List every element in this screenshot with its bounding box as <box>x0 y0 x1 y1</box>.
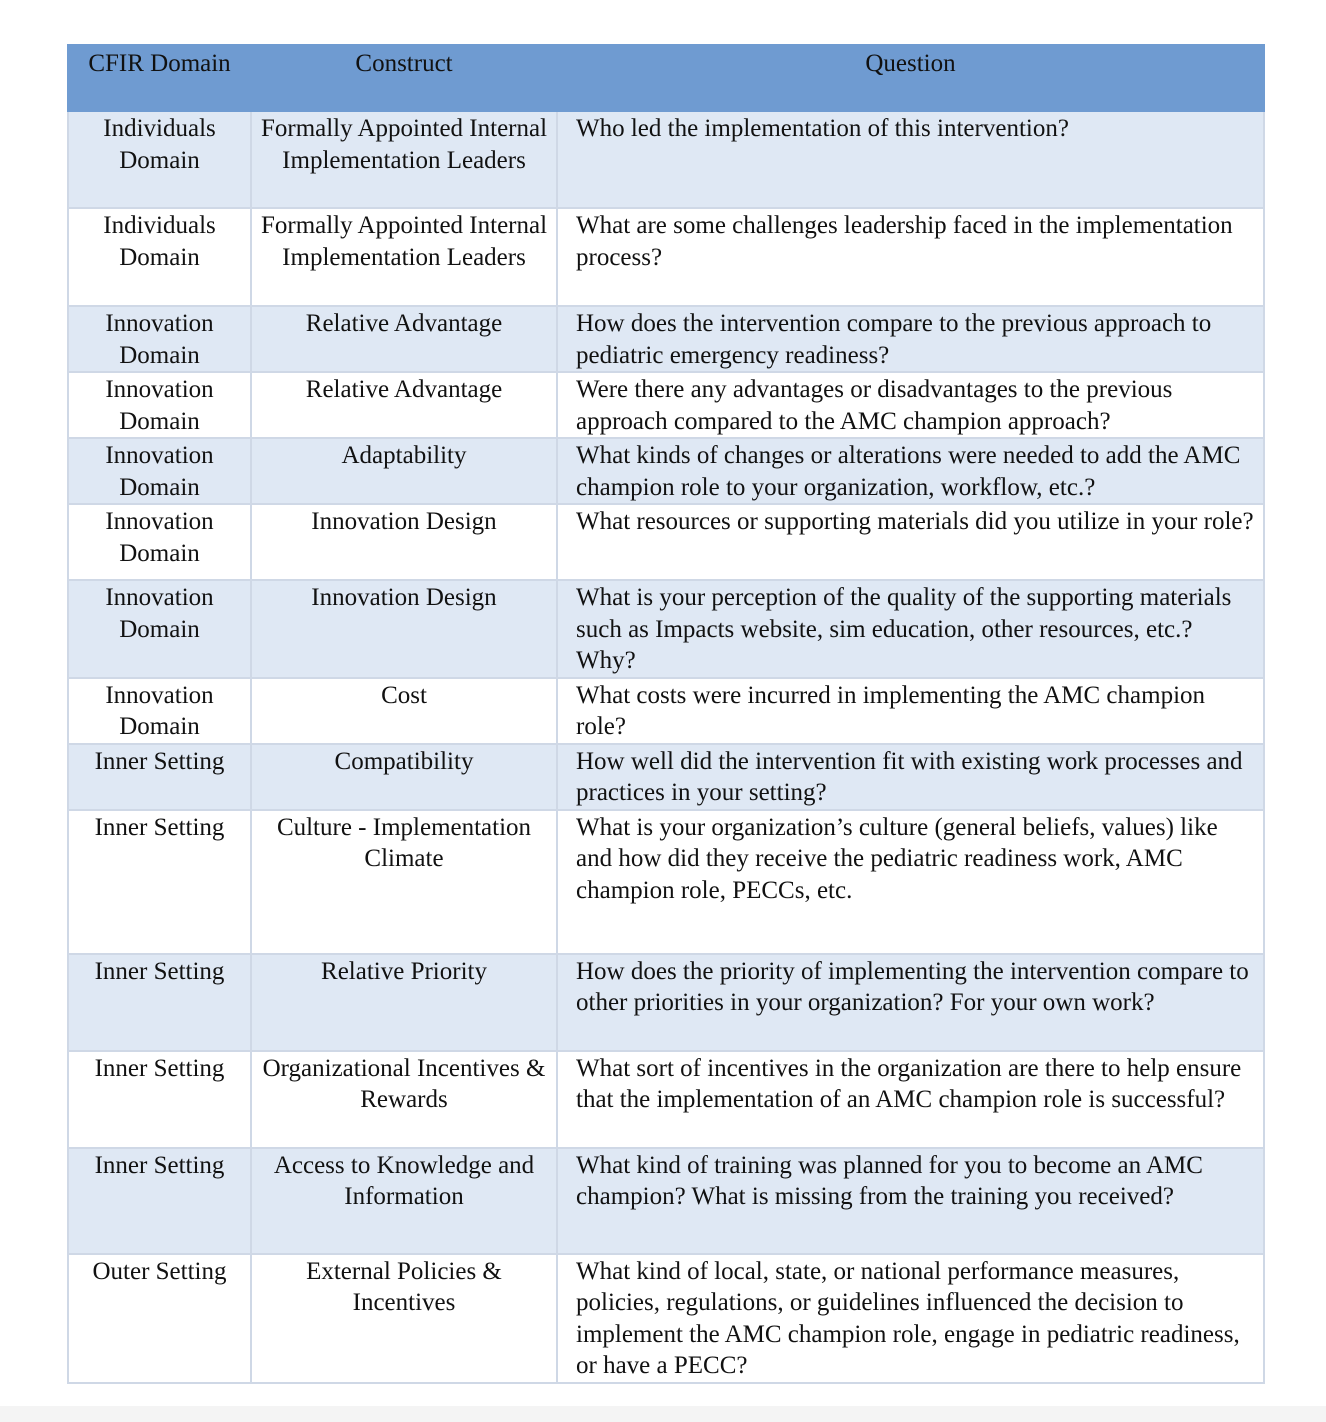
question-cell <box>557 1148 1264 1254</box>
question-cell <box>557 208 1264 306</box>
question-cell-text: Were there any advantages or disadvantages to the previous approach compared to the AMC champion approach? <box>576 376 1173 435</box>
question-cell-text: What are some challenges leadership faced in the implementation process? <box>576 212 1233 271</box>
construct-cell <box>251 208 557 306</box>
domain-cell <box>68 504 251 580</box>
domain-cell-text: Inner Setting <box>94 813 225 841</box>
domain-cell <box>68 372 251 438</box>
construct-cell-text: Relative Priority <box>321 957 487 985</box>
table-row <box>68 111 1264 208</box>
question-cell <box>557 580 1264 678</box>
construct-cell <box>251 744 557 810</box>
question-cell-text: How does the priority of implementing the intervention compare to other priorities in your organization? For your own work? <box>576 957 1249 1016</box>
question-cell <box>557 438 1264 504</box>
table-row <box>68 504 1264 580</box>
domain-cell <box>68 306 251 372</box>
domain-cell <box>68 580 251 678</box>
construct-cell-text: Organizational Incentives & Rewards <box>262 1054 546 1113</box>
construct-cell <box>251 580 557 678</box>
domain-cell-text: Innovation Domain <box>105 442 214 501</box>
question-cell <box>557 810 1264 954</box>
domain-cell-text: Innovation Domain <box>105 584 214 643</box>
construct-cell-text: External Policies & Incentives <box>306 1257 502 1316</box>
table-row <box>68 1148 1264 1254</box>
question-cell-text: What kind of training was planned for you to become an AMC champion? What is missing from the training you received? <box>576 1151 1203 1210</box>
domain-cell <box>68 208 251 306</box>
construct-cell-text: Adaptability <box>341 442 467 469</box>
domain-cell <box>68 1051 251 1148</box>
domain-cell <box>68 954 251 1051</box>
question-cell <box>557 954 1264 1051</box>
construct-cell <box>251 1051 557 1148</box>
construct-cell <box>251 678 557 744</box>
question-cell <box>557 504 1264 580</box>
question-cell-text: Who led the implementation of this intervention? <box>576 115 1069 142</box>
construct-cell <box>251 306 557 372</box>
domain-cell-text: Individuals Domain <box>103 212 216 271</box>
question-cell <box>557 111 1264 208</box>
construct-cell <box>251 1254 557 1383</box>
header-question <box>557 45 1264 111</box>
question-cell <box>557 306 1264 372</box>
header-construct-text: Construct <box>355 50 453 77</box>
construct-cell-text: Innovation Design <box>311 508 497 535</box>
domain-cell-text: Inner Setting <box>94 1054 225 1082</box>
question-cell-text: What resources or supporting materials did you utilize in your role? <box>576 508 1254 535</box>
page-bottom-band <box>0 1406 1326 1422</box>
domain-cell <box>68 744 251 810</box>
domain-cell <box>68 1148 251 1254</box>
question-cell <box>557 1051 1264 1148</box>
cfir-question-table <box>67 44 1265 1384</box>
construct-cell <box>251 372 557 438</box>
construct-cell <box>251 1148 557 1254</box>
question-cell-text: How well did the intervention fit with existing work processes and practices in your setting? <box>576 747 1243 806</box>
construct-cell-text: Relative Advantage <box>305 376 503 403</box>
table-row <box>68 1051 1264 1148</box>
domain-cell <box>68 111 251 208</box>
question-cell-text: What sort of incentives in the organization are there to help ensure that the implementation of an AMC champion role is successful? <box>576 1054 1242 1113</box>
construct-cell-text: Compatibility <box>334 747 474 775</box>
domain-cell <box>68 438 251 504</box>
domain-cell-text: Innovation Domain <box>105 310 214 369</box>
domain-cell-text: Innovation Domain <box>105 376 214 435</box>
question-cell <box>557 1254 1264 1383</box>
construct-cell-text: Culture - Implementation Climate <box>276 813 532 872</box>
question-cell <box>557 744 1264 810</box>
construct-cell-text: Innovation Design <box>311 584 497 611</box>
construct-cell <box>251 810 557 954</box>
question-cell-text: What is your perception of the quality of the supporting materials such as Impacts website, sim education, other resources, etc.? Why? <box>576 584 1232 674</box>
table-header-row <box>68 45 1264 111</box>
table-row <box>68 678 1264 744</box>
construct-cell-text: Formally Appointed Internal Implementation Leaders <box>260 115 548 174</box>
domain-cell <box>68 810 251 954</box>
construct-cell-text: Cost <box>381 681 427 709</box>
question-cell-text: What is your organization’s culture (general beliefs, values) like and how did they receive the pediatric readiness work, AMC champion role, PECCs, etc. <box>576 813 1218 904</box>
domain-cell-text: Inner Setting <box>94 1151 225 1179</box>
table-row <box>68 208 1264 306</box>
domain-cell-text: Inner Setting <box>94 747 225 775</box>
domain-cell-text: Inner Setting <box>94 957 225 985</box>
construct-cell-text: Formally Appointed Internal Implementation Leaders <box>260 212 548 271</box>
question-cell-text: What costs were incurred in implementing the AMC champion role? <box>576 681 1206 740</box>
domain-cell-text: Innovation Domain <box>105 681 214 740</box>
question-cell <box>557 678 1264 744</box>
construct-cell <box>251 504 557 580</box>
domain-cell-text: Individuals Domain <box>103 115 216 174</box>
table-row <box>68 954 1264 1051</box>
construct-cell <box>251 111 557 208</box>
table-body <box>68 111 1264 1383</box>
domain-cell-text: Innovation Domain <box>105 508 214 567</box>
domain-cell-text: Outer Setting <box>92 1257 227 1285</box>
domain-cell <box>68 1254 251 1383</box>
construct-cell <box>251 438 557 504</box>
header-cfir-domain-text: CFIR Domain <box>88 50 231 77</box>
question-cell <box>557 372 1264 438</box>
header-question-text: Question <box>865 50 956 77</box>
domain-cell <box>68 678 251 744</box>
question-cell-text: How does the intervention compare to the previous approach to pediatric emergency readiness? <box>576 310 1212 369</box>
question-cell-text: What kinds of changes or alterations were needed to add the AMC champion role to your organization, workflow, etc.? <box>576 442 1241 501</box>
table-row <box>68 744 1264 810</box>
header-cfir-domain <box>68 45 251 111</box>
table-row <box>68 1254 1264 1383</box>
header-construct <box>251 45 557 111</box>
construct-cell-text: Access to Knowledge and Information <box>273 1151 535 1210</box>
table-row <box>68 306 1264 372</box>
construct-cell-text: Relative Advantage <box>305 310 503 337</box>
table-row <box>68 372 1264 438</box>
construct-cell <box>251 954 557 1051</box>
table-row <box>68 438 1264 504</box>
table-row <box>68 810 1264 954</box>
table-row <box>68 580 1264 678</box>
question-cell-text: What kind of local, state, or national performance measures, policies, regulations, or guidelines influenced the decision to implement the AMC champion role, engage in pediatric readiness, or have a PECC? <box>576 1257 1240 1379</box>
